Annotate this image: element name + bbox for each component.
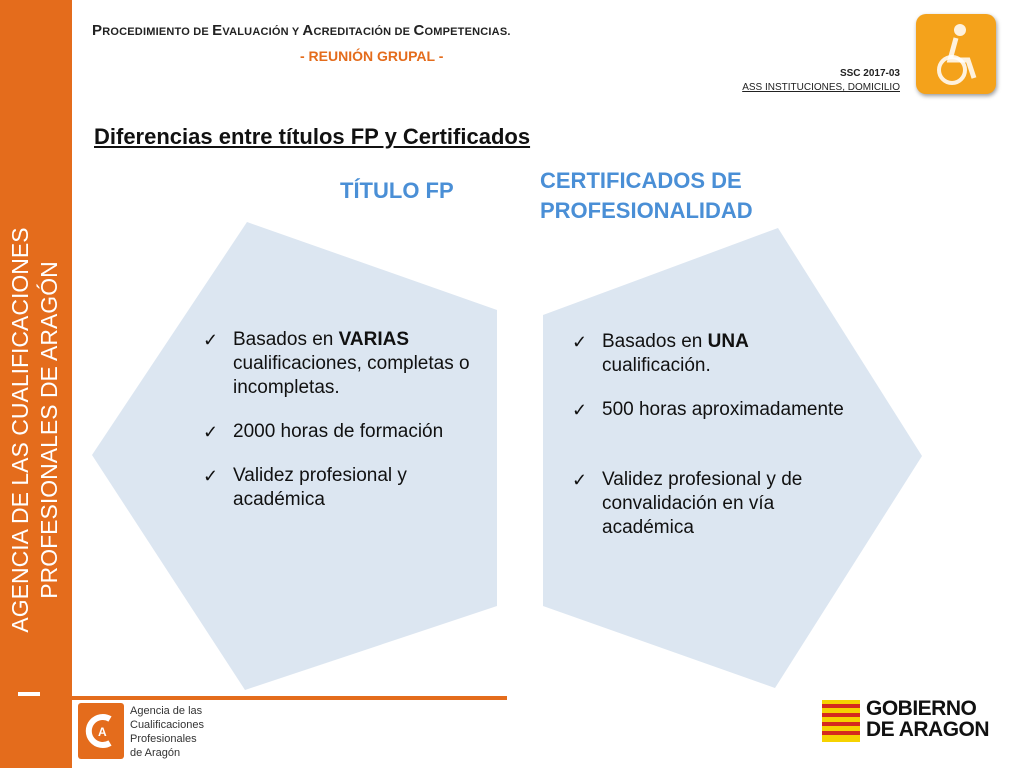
- list-item: [203, 464, 493, 512]
- agency-name: [130, 704, 204, 760]
- list-item: [572, 330, 862, 378]
- item-text: Validez profesional y de convalidación en vía académica: [602, 469, 803, 538]
- check-icon: ✓: [572, 332, 588, 352]
- item-text: 2000 horas de formación: [233, 421, 444, 442]
- agency-c-icon: [78, 703, 124, 759]
- titulo-fp-heading: TÍTULO FP: [340, 178, 454, 203]
- sidebar-line-1: AGENCIA DE LAS CUALIFICACIONES: [7, 227, 33, 633]
- item-text: Basados en UNA cualificación.: [602, 331, 749, 376]
- certificados-list: [572, 330, 862, 560]
- item-text: 500 horas aproximadamente: [602, 399, 844, 420]
- agency-line-4: de Aragón: [130, 747, 181, 759]
- ssc-subtitle: ASS INSTITUCIONES, DOMICILIO: [742, 82, 900, 93]
- agency-line-1: Agencia de las: [130, 705, 203, 717]
- header-title: PROCEDIMIENTO DE EVALUACIÓN Y ACREDITACIÓN DE COMPETENCIAS.: [92, 22, 511, 39]
- item-text: Basados en VARIAS cualificaciones, completas o incompletas.: [233, 329, 470, 398]
- svg-text:A: A: [98, 725, 107, 739]
- gov-line-2: DE ARAGON: [866, 718, 990, 741]
- agency-logo: [78, 703, 124, 759]
- gobierno-aragon-logo: [866, 698, 989, 740]
- slide-title: Diferencias entre títulos FP y Certificados: [94, 124, 531, 149]
- sidebar-line-2: PROFESIONALES DE ARAGÓN: [36, 261, 62, 599]
- check-icon: ✓: [203, 466, 219, 486]
- certificados-heading-line-2: PROFESIONALIDAD: [540, 198, 753, 223]
- check-icon: ✓: [203, 330, 219, 350]
- check-icon: ✓: [572, 470, 588, 490]
- agency-line-3: Profesionales: [130, 733, 197, 745]
- list-item: [572, 398, 862, 422]
- check-icon: ✓: [203, 422, 219, 442]
- check-icon: ✓: [572, 400, 588, 420]
- item-text: Validez profesional y académica: [233, 465, 407, 510]
- list-item: [203, 328, 493, 400]
- aragon-flag-icon: [822, 700, 860, 742]
- gov-line-1: GOBIERNO: [866, 697, 977, 720]
- agency-line-2: Cualificaciones: [130, 719, 204, 731]
- list-item: [572, 468, 862, 540]
- ssc-code: SSC 2017-03: [839, 68, 900, 79]
- header-subtitle: - REUNIÓN GRUPAL -: [300, 48, 444, 64]
- certificados-heading-line-1: CERTIFICADOS DE: [540, 168, 742, 193]
- list-item: [203, 420, 493, 444]
- titulo-fp-list: [203, 328, 493, 532]
